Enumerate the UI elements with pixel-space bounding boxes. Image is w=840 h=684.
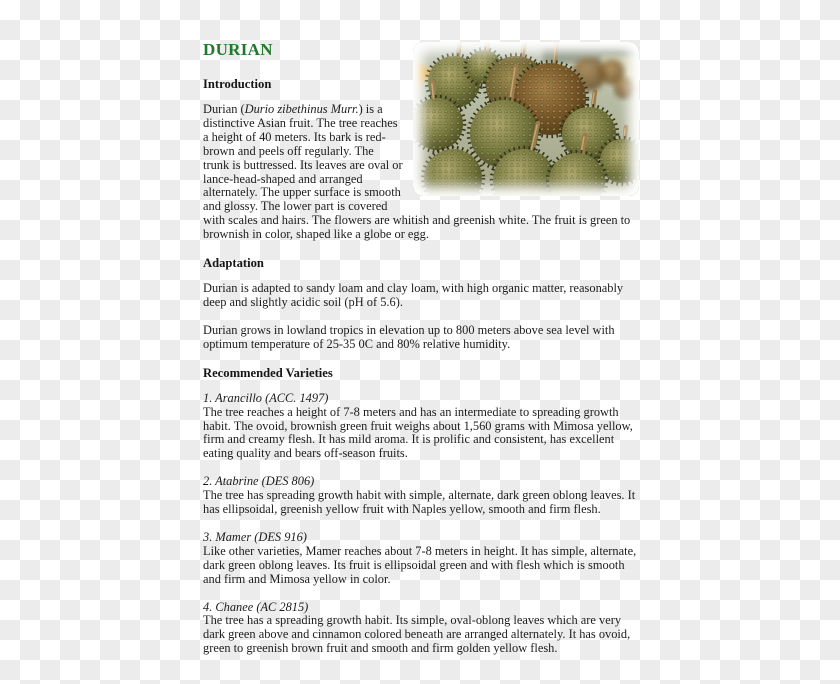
intro-text-after: ) is a distinctive Asian fruit. The tree reaches a height of 40 meters. Its bark is red-brown and peels off regularly. The trunk is buttressed. Its leaves are oval or lance-head-shaped and arranged alternately. The upper surface is smooth and glossy. The lower part is covered with scales and hairs. The flowers are whitish and greenish white. The fruit is green to brownish in color, shaped like a globe or egg. [203,102,631,242]
adaptation-heading: Adaptation [203,256,264,271]
variety-name: 3. Mamer (DES 916) [203,529,307,544]
adaptation-paragraph-2: Durian grows in lowland tropics in elevation up to 800 meters above sea level with optimum temperature of 25-35 0C and 80% relative humidity. [203,322,615,351]
varieties-heading: Recommended Varieties [203,365,333,380]
document-page [203,40,639,670]
adaptation-paragraph-1: Durian is adapted to sandy loam and clay loam, with high organic matter, reasonably deep and slightly acidic soil (pH of 5.6). [203,281,624,309]
variety-description: The tree has spreading growth habit with simple, alternate, dark green oblong leaves. It has ellipsoidal, greenish yellow fruit with Naples yellow, smooth and firm flesh. [203,488,636,517]
durian-photo-illustration [413,42,639,196]
variety-description: The tree reaches a height of 7-8 meters and has an intermediate to spreading growth habit. The ovoid, brownish green fruit weighs about 1,560 grams with Mimosa yellow, firm and creamy flesh. It has mild aroma. It is prolific and consistent, has excellent eating quality and bears off-season fruits. [203,404,633,461]
variety-description: Like other varieties, Mamer reaches about 7-8 meters in height. It has simple, alternate, dark green oblong leaves. Its fruit is ellipsoidal green and with flesh which is smooth and firm and Mimosa yellow in color. [203,543,637,586]
intro-heading: Introduction [203,77,272,91]
variety-item-chanee [203,601,639,657]
variety-description: The tree has a spreading growth habit. Its simple, oval-oblong leaves which are very dark green above and cinnamon colored beneath are arranged alternately. It has ovoid, green to greenish brown fruit and smooth and firm golden yellow flesh. [203,613,631,656]
page-title: DURIAN [203,40,273,59]
variety-item-atabrine [203,475,639,517]
variety-name: 2. Atabrine (DES 806) [203,474,315,489]
variety-item-arancillo [203,392,639,462]
variety-name: 4. Chanee (AC 2815) [203,599,309,614]
variety-name: 1. Arancillo (ACC. 1497) [203,390,329,405]
variety-item-mamer [203,531,639,587]
latin-name: Durio zibethinus Murr. [244,102,359,116]
intro-text-before: Durian ( [203,102,245,116]
durian-photo [413,42,639,196]
